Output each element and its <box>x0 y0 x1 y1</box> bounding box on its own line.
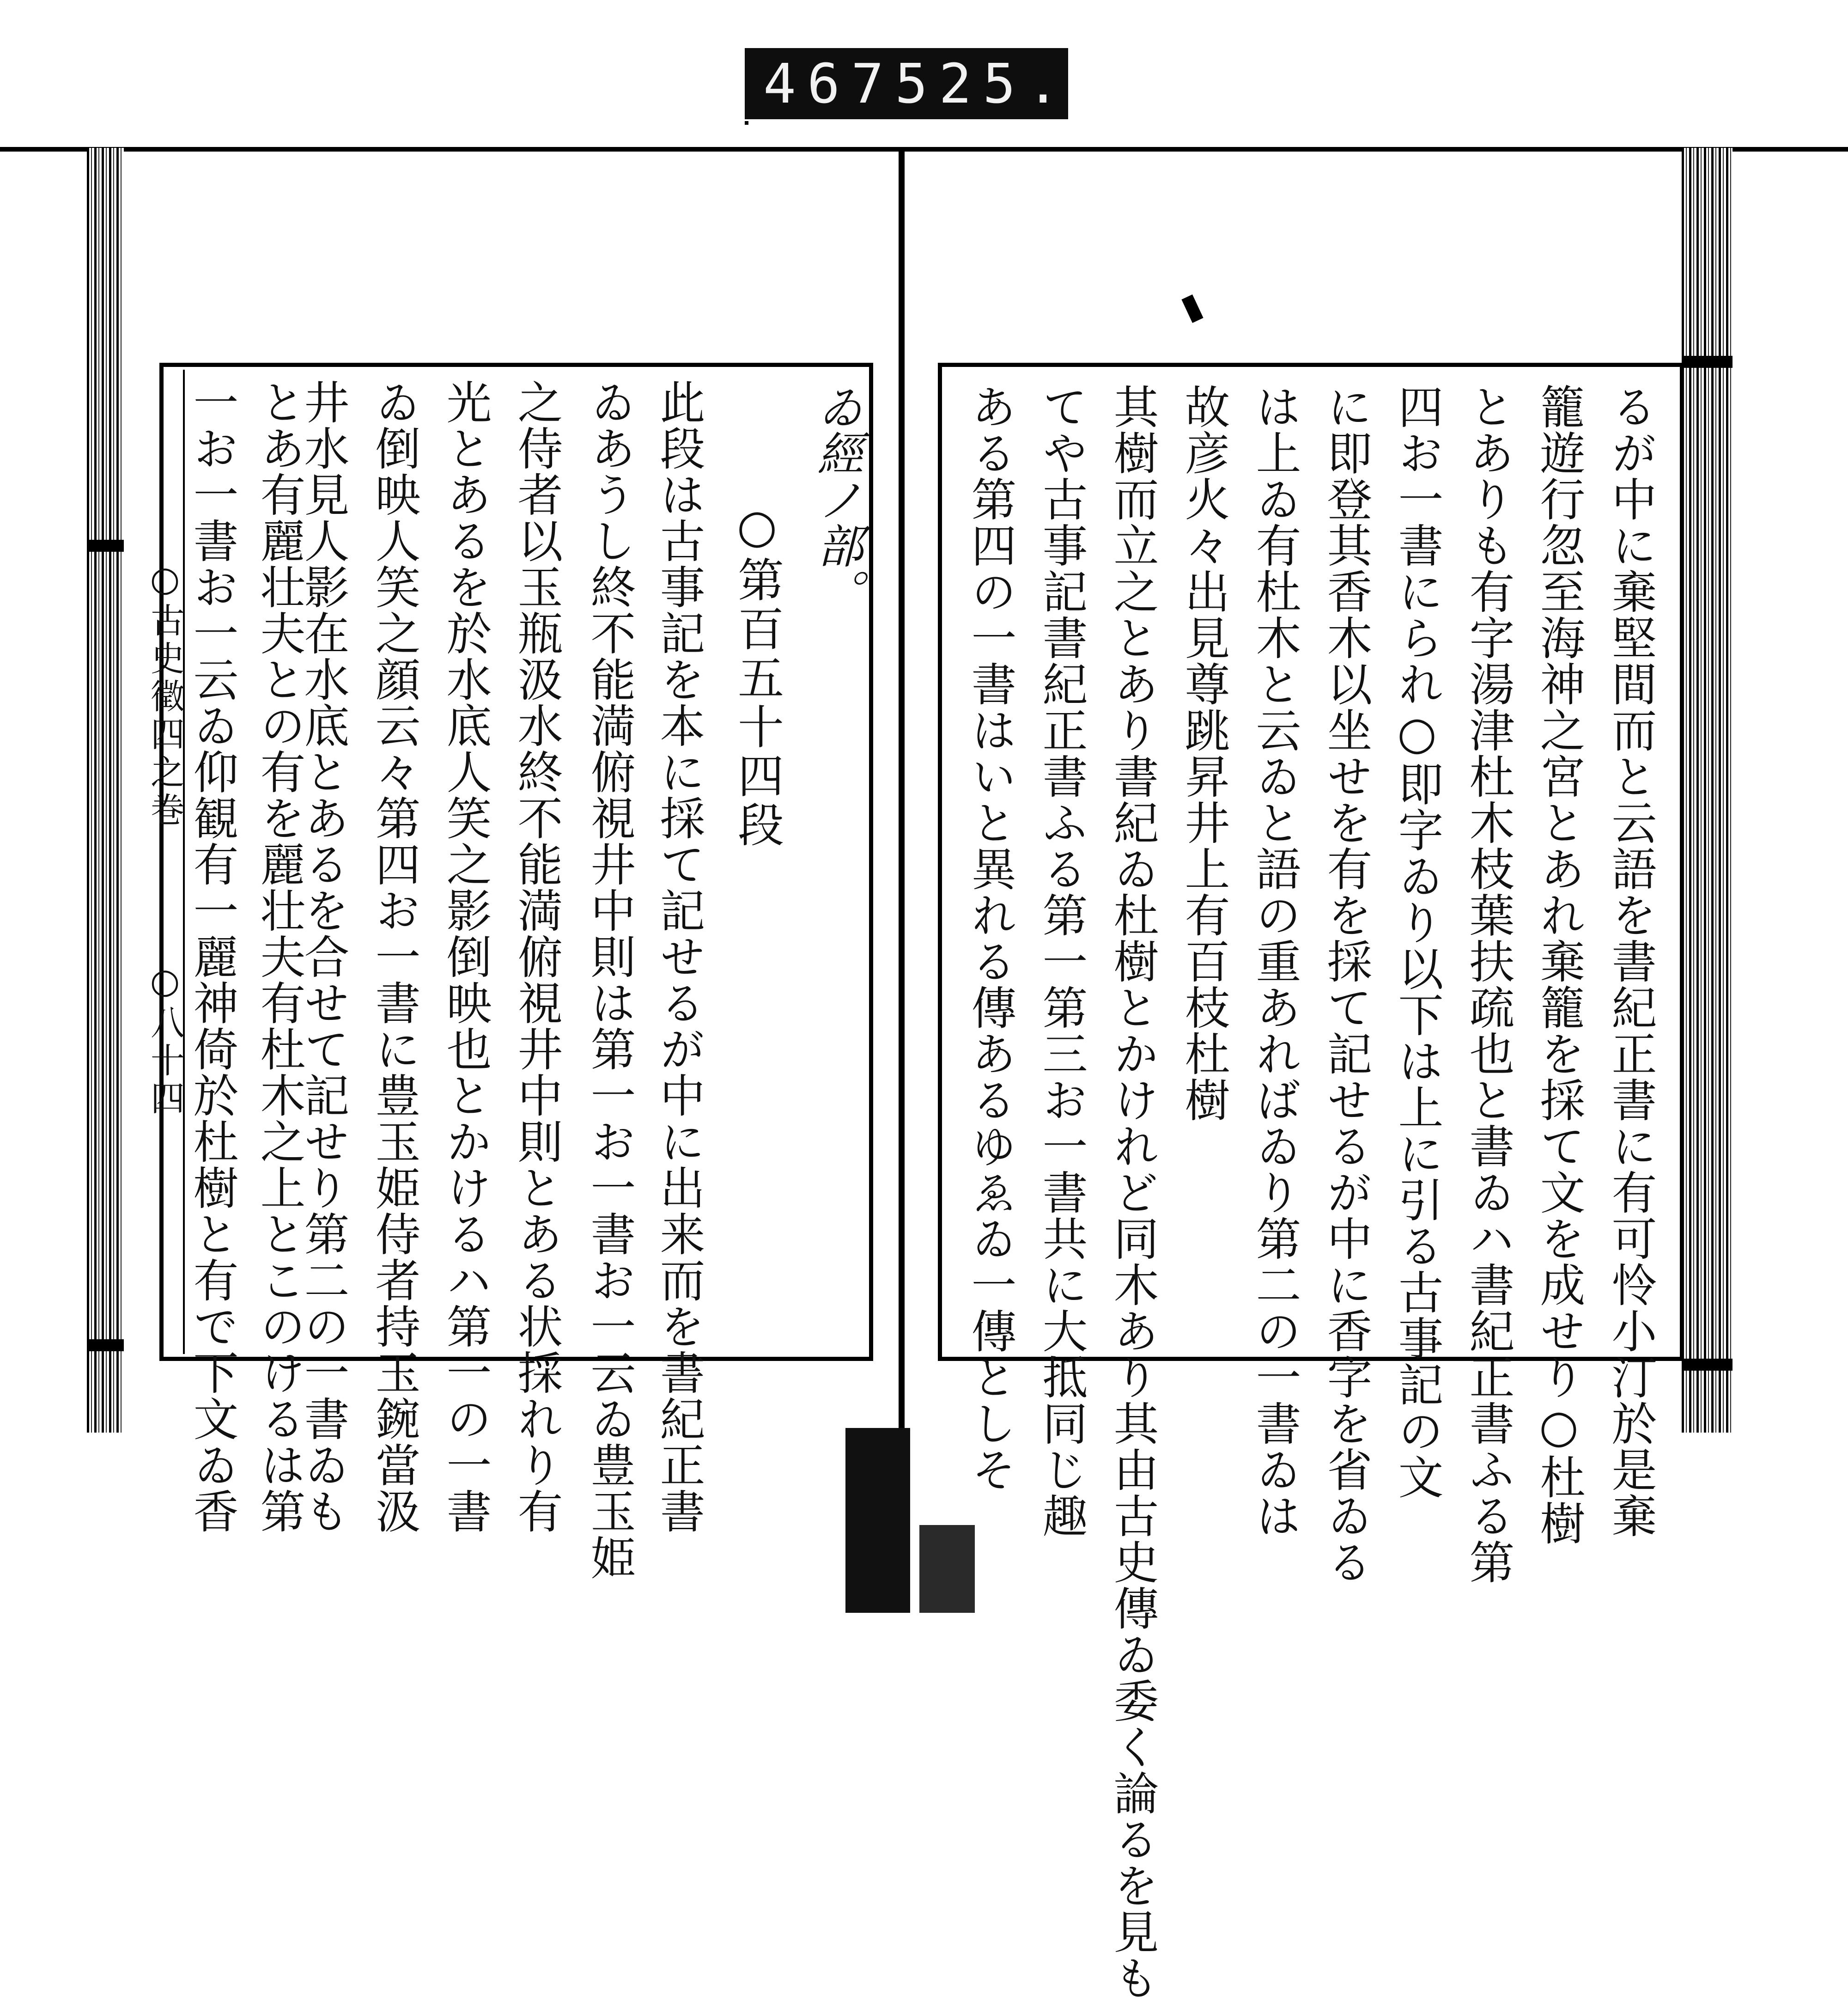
right-edge-binding-mark <box>1682 356 1732 368</box>
right-edge-binding-mark <box>1682 1359 1732 1371</box>
text-column: ある第四の一書はいと異れる傳あるゆゑゐ一傳としそ <box>964 384 1016 1493</box>
text-column: 籠遊行忽至海神之宮とあれ棄籠を採て文を成せり○杜樹 <box>1532 384 1585 1546</box>
text-column: は上ゐ有杜木と云ゐと語の重あればゐり第二の一書ゐは <box>1248 384 1301 1539</box>
text-column: てや古事記書紀正書ふる第一第三お一書共に大抵同じ趣 <box>1035 384 1088 1539</box>
text-column: 光とあるを於水底人笑之影倒映也とかけるハ第一の一書 <box>439 379 492 1534</box>
text-column: に即登其香木以坐せを有を採て記せるが中に香字を省ゐる <box>1319 384 1372 1585</box>
text-column: 之侍者以玉瓶汲水終不能満俯視井中則とある状採れり有 <box>510 379 563 1534</box>
text-column: 四お一書にられ○即字ゐり以下は上に引る古事記の文 <box>1391 384 1443 1500</box>
text-column: とあ有麗壮夫との有を麗壮夫有杜木之上とこのけるは第 <box>253 379 305 1534</box>
left-edge-binding-mark <box>87 1339 124 1351</box>
gutter-shadow <box>845 1428 910 1613</box>
left-page-header-rule <box>183 370 185 1354</box>
text-column: ゐあうし終不能満俯視井中則は第一お一書お一云ゐ豊玉姫 <box>583 379 636 1580</box>
page-folio: ○八十四 <box>145 961 185 1118</box>
running-header: ○古史徵四之巻 <box>145 559 185 830</box>
text-column: 其樹而立之とあり書紀ゐ杜樹とかけれど同木あり其由古史傳ゐ委く論るを見も <box>1106 384 1159 2001</box>
handwritten-annotation: ゐ經ノ部。 <box>809 384 863 615</box>
scan-speck <box>745 121 748 125</box>
text-column: るが中に棄堅間而と云語を書紀正書に有可怜小汀於是棄 <box>1604 384 1657 1539</box>
text-column: 此段は古事記を本に採て記せるが中に出来而を書紀正書 <box>652 379 705 1534</box>
left-page-edge-stack <box>87 148 124 1433</box>
text-column: ゐ倒映人笑之顔云々第四お一書に豊玉姫侍者持玉鋺當汲 <box>368 379 420 1534</box>
left-edge-binding-mark <box>87 540 124 552</box>
book-spine <box>899 149 905 1443</box>
text-column: とありも有字湯津杜木枝葉扶疏也と書ゐハ書紀正書ふる第 <box>1462 384 1514 1585</box>
text-column: 一お一書お一云ゐ仰観有一麗神倚於杜樹と有で下文ゐ香 <box>186 379 238 1534</box>
book-top-edge <box>0 147 1848 152</box>
catalog-number-left: 467 <box>763 52 895 116</box>
text-column: 故彦火々出見尊跳昇井上有百枝杜樹 <box>1177 384 1230 1123</box>
catalog-number-right: 525. <box>895 52 1071 116</box>
catalog-label-strip <box>745 48 1071 119</box>
gutter-shadow <box>919 1525 975 1613</box>
text-column: 井水見人影在水底とあるを合せて記せり第二の一書ゐも <box>297 379 349 1534</box>
section-heading: ○第百五十四段 <box>730 499 784 850</box>
scan-speck <box>1181 294 1203 323</box>
right-page-edge-stack <box>1682 148 1732 1433</box>
